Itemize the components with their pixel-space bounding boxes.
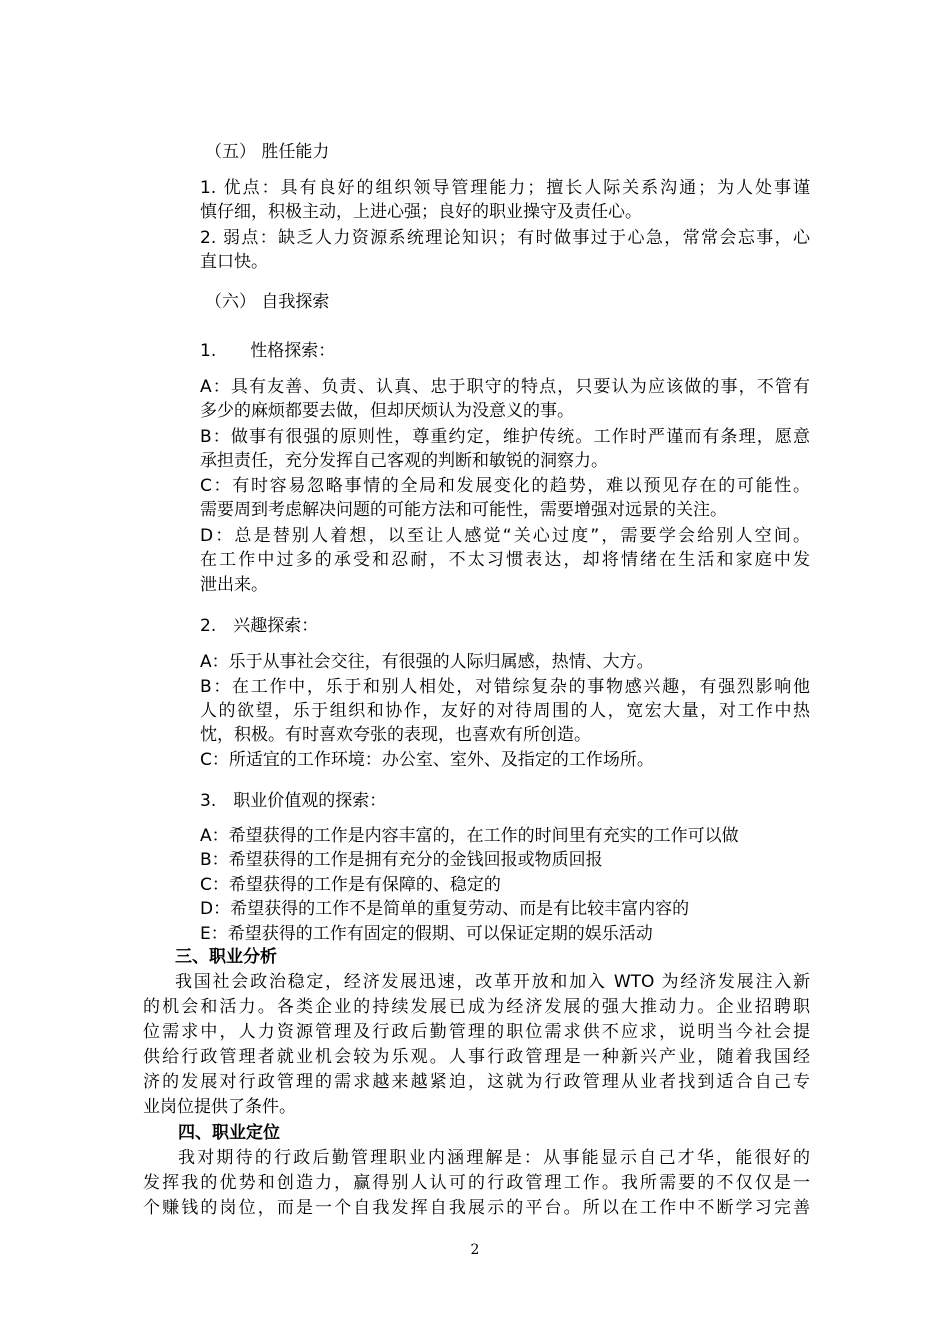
- interests-b-line-2: 人的欲望，乐于组织和协作，友好的对待周围的人，宽宏大量，对工作中热: [200, 701, 810, 721]
- section-heading-competency: （五） 胜任能力: [205, 142, 330, 162]
- values-item-b: B：希望获得的工作是拥有充分的金钱回报或物质回报: [200, 850, 603, 870]
- personality-a-line-1: A：具有友善、负责、认真、忠于职守的特点，只要认为应该做的事，不管有: [200, 377, 810, 397]
- weaknesses-line-2: 直口快。: [200, 252, 268, 272]
- positioning-line-2: 发挥我的优势和创造力，赢得别人认可的行政管理工作。我所需要的不仅仅是一: [143, 1173, 810, 1193]
- analysis-line-2: 的机会和活力。各类企业的持续发展已成为经济发展的强大推动力。企业招聘职: [143, 997, 810, 1017]
- positioning-line-1: 我对期待的行政后勤管理职业内涵理解是：从事能显示自己才华，能很好的: [178, 1148, 810, 1168]
- personality-b-line-1: B：做事有很强的原则性，尊重约定，维护传统。工作时严谨而有条理，愿意: [200, 427, 810, 447]
- analysis-line-1: 我国社会政治稳定，经济发展迅速，改革开放和加入 WTO 为经济发展注入新: [175, 972, 810, 992]
- heading-career-analysis: 三、职业分析: [175, 947, 277, 967]
- analysis-line-5: 济的发展对行政管理的需求越来越紧迫，这就为行政管理从业者找到适合自己专: [143, 1072, 810, 1092]
- weaknesses-line-1: 2. 弱点：缺乏人力资源系统理论知识；有时做事过于心急，常常会忘事，心: [200, 228, 810, 248]
- interests-b-line-1: B：在工作中，乐于和别人相处，对错综复杂的事物感兴趣，有强烈影响他: [200, 677, 810, 697]
- values-item-d: D：希望获得的工作不是简单的重复劳动、而是有比较丰富内容的: [200, 899, 690, 919]
- personality-b-line-2: 承担责任，充分发挥自己客观的判断和敏锐的洞察力。: [200, 451, 608, 471]
- values-item-e: E：希望获得的工作有固定的假期、可以保证定期的娱乐活动: [200, 924, 653, 944]
- analysis-line-6: 业岗位提供了条件。: [143, 1097, 296, 1117]
- personality-d-line-1: D：总是替别人着想，以至让人感觉“关心过度”，需要学会给别人空间。: [200, 526, 810, 546]
- strengths-line-1: 1. 优点：具有良好的组织领导管理能力；擅长人际关系沟通；为人处事谨: [200, 178, 810, 198]
- interests-b-line-3: 忱，积极。有时喜欢夸张的表现，也喜欢有所创造。: [200, 725, 591, 745]
- page-number: 2: [470, 1242, 480, 1258]
- section-heading-self-exploration: （六） 自我探索: [205, 292, 330, 312]
- analysis-line-3: 位需求中，人力资源管理及行政后勤管理的职位需求供不应求，说明当今社会提: [143, 1022, 810, 1042]
- heading-career-positioning: 四、职业定位: [178, 1123, 280, 1143]
- values-title: 3. 职业价值观的探索：: [200, 791, 387, 811]
- personality-a-line-2: 多少的麻烦都要去做，但却厌烦认为没意义的事。: [200, 401, 574, 421]
- interests-title: 2. 兴趣探索：: [200, 616, 319, 636]
- interests-c-line-1: C：所适宜的工作环境：办公室、室外、及指定的工作场所。: [200, 750, 654, 770]
- personality-d-line-2: 在工作中过多的承受和忍耐，不太习惯表达，却将情绪在生活和家庭中发: [200, 550, 810, 570]
- analysis-line-4: 供给行政管理者就业机会较为乐观。人事行政管理是一种新兴产业，随着我国经: [143, 1047, 810, 1067]
- interests-a-line-1: A：乐于从事社会交往，有很强的人际归属感，热情、大方。: [200, 652, 654, 672]
- personality-d-line-3: 泄出来。: [200, 575, 268, 595]
- values-item-a: A：希望获得的工作是内容丰富的，在工作的时间里有充实的工作可以做: [200, 826, 739, 846]
- values-item-c: C：希望获得的工作是有保障的、稳定的: [200, 875, 501, 895]
- personality-c-line-1: C：有时容易忽略事情的全局和发展变化的趋势，难以预见存在的可能性。: [200, 476, 810, 496]
- strengths-line-2: 慎仔细，积极主动，上进心强；良好的职业操守及责任心。: [200, 202, 642, 222]
- positioning-line-3: 个赚钱的岗位，而是一个自我发挥自我展示的平台。所以在工作中不断学习完善: [143, 1198, 810, 1218]
- personality-c-line-2: 需要周到考虑解决问题的可能方法和可能性，需要增强对远景的关注。: [200, 500, 727, 520]
- personality-title: 1. 性格探索：: [200, 341, 336, 361]
